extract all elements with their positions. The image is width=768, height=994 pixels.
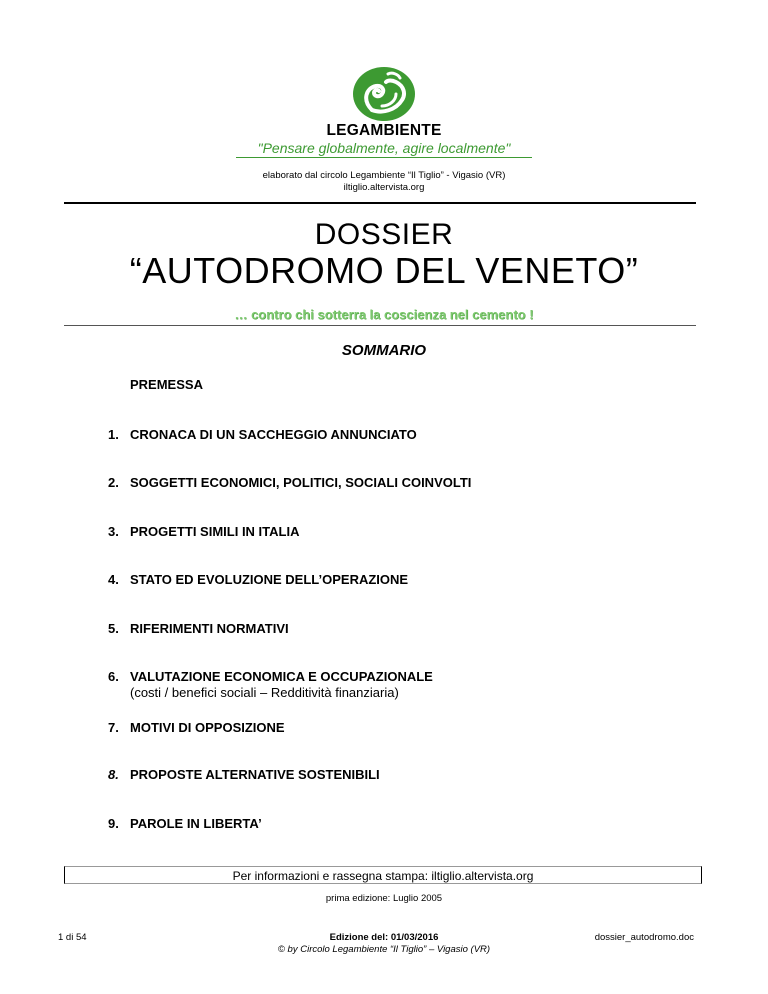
org-name: LEGAMBIENTE <box>326 122 442 139</box>
toc-item <box>108 572 408 587</box>
toc-item <box>108 816 262 831</box>
toc-item-label: STATO ED EVOLUZIONE DELL’OPERAZIONE <box>130 572 409 587</box>
prepared-by-text: elaborato dal circolo Legambiente “Il Tiglio” - Vigasio (VR) <box>262 170 506 181</box>
toc-item <box>108 767 380 782</box>
toc-item-subtitle: (costi / benefici sociali – Redditività finanziaria) <box>130 685 399 700</box>
toc-item <box>108 524 299 539</box>
toc-item-number: 3. <box>108 524 119 539</box>
toc-item-label: PROGETTI SIMILI IN ITALIA <box>130 524 300 539</box>
info-box: Per informazioni e rassegna stampa: iltiglio.altervista.org <box>64 866 702 884</box>
slogan: "Pensare globalmente, agire localmente" <box>236 140 532 158</box>
title-line-2: “AUTODROMO DEL VENETO” <box>129 250 639 291</box>
toc-item-label: RIFERIMENTI NORMATIVI <box>130 621 289 636</box>
toc-item-label: MOTIVI DI OPPOSIZIONE <box>130 720 285 735</box>
toc-item-label: SOGGETTI ECONOMICI, POLITICI, SOCIALI COINVOLTI <box>130 475 472 490</box>
tagline: … contro chi sotterra la coscienza nel cemento ! <box>234 307 534 322</box>
title-divider <box>64 325 696 326</box>
toc-item <box>108 720 285 735</box>
toc-item-number: 8. <box>108 767 119 782</box>
toc-item-number: 9. <box>108 816 119 831</box>
header-website: iltiglio.altervista.org <box>343 182 425 193</box>
toc-item-number: 7. <box>108 720 119 735</box>
toc-item-label: CRONACA DI UN SACCHEGGIO ANNUNCIATO <box>130 427 417 442</box>
toc-item <box>108 475 471 490</box>
title-line-1: DOSSIER <box>314 218 454 251</box>
first-edition-text: prima edizione: Luglio 2005 <box>325 893 443 904</box>
toc-item <box>108 621 289 636</box>
page-number: 1 di 54 <box>58 932 87 943</box>
edition-date: Edizione del: 01/03/2016 <box>329 932 439 943</box>
toc-item-number: 4. <box>108 572 119 587</box>
toc-item-number: 6. <box>108 669 119 684</box>
toc-item-number: 5. <box>108 621 119 636</box>
toc-item-number: 1. <box>108 427 119 442</box>
toc-item-number: 2. <box>108 475 119 490</box>
toc-item-label: PAROLE IN LIBERTA’ <box>130 816 262 831</box>
toc-item <box>108 669 433 684</box>
toc-item-label: VALUTAZIONE ECONOMICA E OCCUPAZIONALE <box>130 669 433 684</box>
summary-heading: SOMMARIO <box>341 342 427 359</box>
file-name: dossier_autodromo.doc <box>594 932 694 943</box>
toc-item <box>108 427 417 442</box>
toc-premessa: PREMESSA <box>130 377 203 392</box>
swan-logo-icon <box>352 66 416 122</box>
copyright: © by Circolo Legambiente “Il Tiglio” – Vigasio (VR) <box>277 944 491 955</box>
toc-item-label: PROPOSTE ALTERNATIVE SOSTENIBILI <box>130 767 380 782</box>
header-divider <box>64 202 696 204</box>
